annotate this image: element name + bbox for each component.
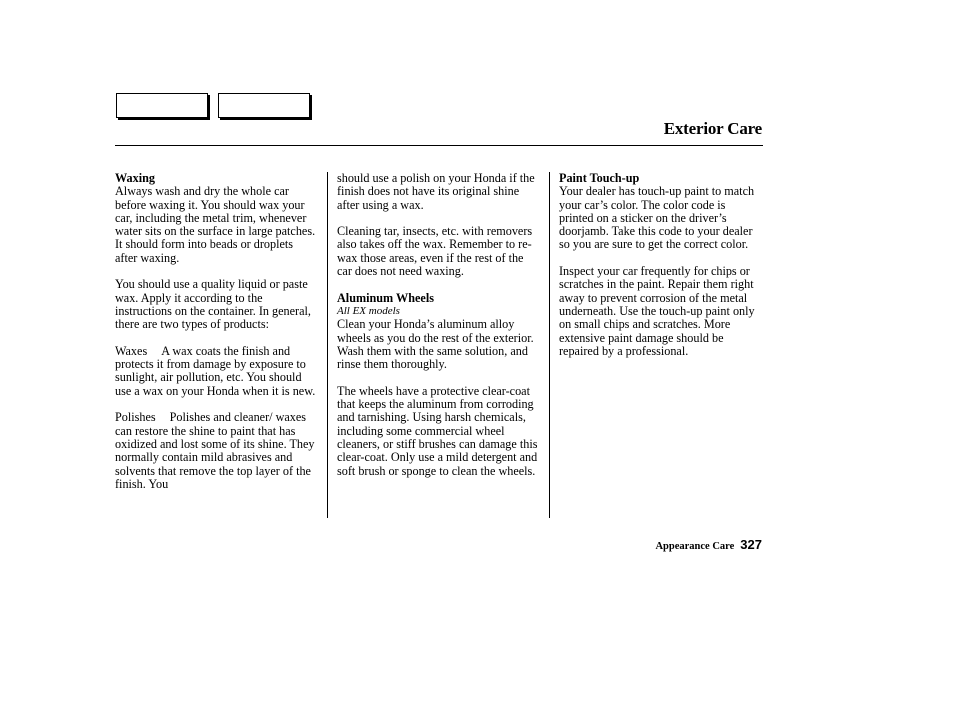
nav-button-1[interactable] [116, 93, 208, 118]
column-3 [559, 172, 762, 371]
polish-continued-paragraph: should use a polish on your Honda if the finish does not have its original shine after using a wax. [337, 171, 535, 212]
polishes-paragraph [115, 411, 318, 491]
column-divider-1 [327, 172, 328, 518]
aluminum-wheels-subheading: All EX models [337, 304, 400, 317]
column-1 [115, 172, 318, 504]
column-divider-2 [549, 172, 550, 518]
polishes-term: Polishes [115, 410, 156, 425]
column-2 [337, 172, 540, 491]
page-footer [655, 536, 762, 554]
paint-touchup-heading: Paint Touch-up [559, 171, 640, 185]
aluminum-wheels-heading: Aluminum Wheels [337, 290, 434, 305]
waxes-text: A wax coats the finish and protects it from damage by exposure to sunlight, air pollution, etc. You should use a wax on your Honda when it is new. [115, 343, 316, 398]
page-number: 327 [740, 537, 762, 552]
wheels-paragraph-1: Clean your Honda’s aluminum alloy wheels as you do the rest of the exterior. Wash them with the same solution, and rinse them thoroughly. [337, 317, 534, 372]
waxing-paragraph-1: Always wash and dry the whole car before waxing it. You should wax your car, including the metal trim, whenever water sits on the surface in large patches. It should form into beads or droplets after waxing. [115, 184, 316, 265]
waxes-term: Waxes [115, 343, 148, 358]
waxing-heading: Waxing [115, 171, 155, 185]
polishes-text: Polishes and cleaner/ waxes can restore the shine to paint that has oxidized and lost some of its shine. They normally contain mild abrasives and solvents that remove the top layer of the finish. You [115, 410, 315, 491]
waxing-paragraph-2: You should use a quality liquid or paste wax. Apply it according to the instructions on the container. In general, there are two types of products: [115, 277, 311, 332]
waxes-paragraph [115, 345, 318, 398]
footer-section-label: Appearance Care [655, 541, 735, 552]
nav-button-2[interactable] [218, 93, 310, 118]
paint-paragraph-2: Inspect your car frequently for chips or scratches in the paint. Repair them right away to prevent corrosion of the metal underneath. Use the touch-up paint only on small chips and scratches. More extensive paint damage should be repaired by a professional. [559, 264, 755, 358]
removers-paragraph: Cleaning tar, insects, etc. with removers also takes off the wax. Remember to re-wax those areas, even if the rest of the car does not need waxing. [337, 224, 533, 279]
wheels-paragraph-2: The wheels have a protective clear-coat that keeps the aluminum from corroding and tarnishing. Using harsh chemicals, including some commercial wheel cleaners, or stiff brushes can damage this clear-coat. Only use a mild detergent and soft brush or sponge to clean the wheels. [337, 383, 538, 478]
header-rule [115, 145, 763, 146]
paint-paragraph-1: Your dealer has touch-up paint to match your car’s color. The color code is printed on a sticker on the driver’s doorjamb. Take this code to your dealer so you are sure to get the correct color. [559, 184, 755, 252]
page-title: Exterior Care [663, 119, 762, 138]
